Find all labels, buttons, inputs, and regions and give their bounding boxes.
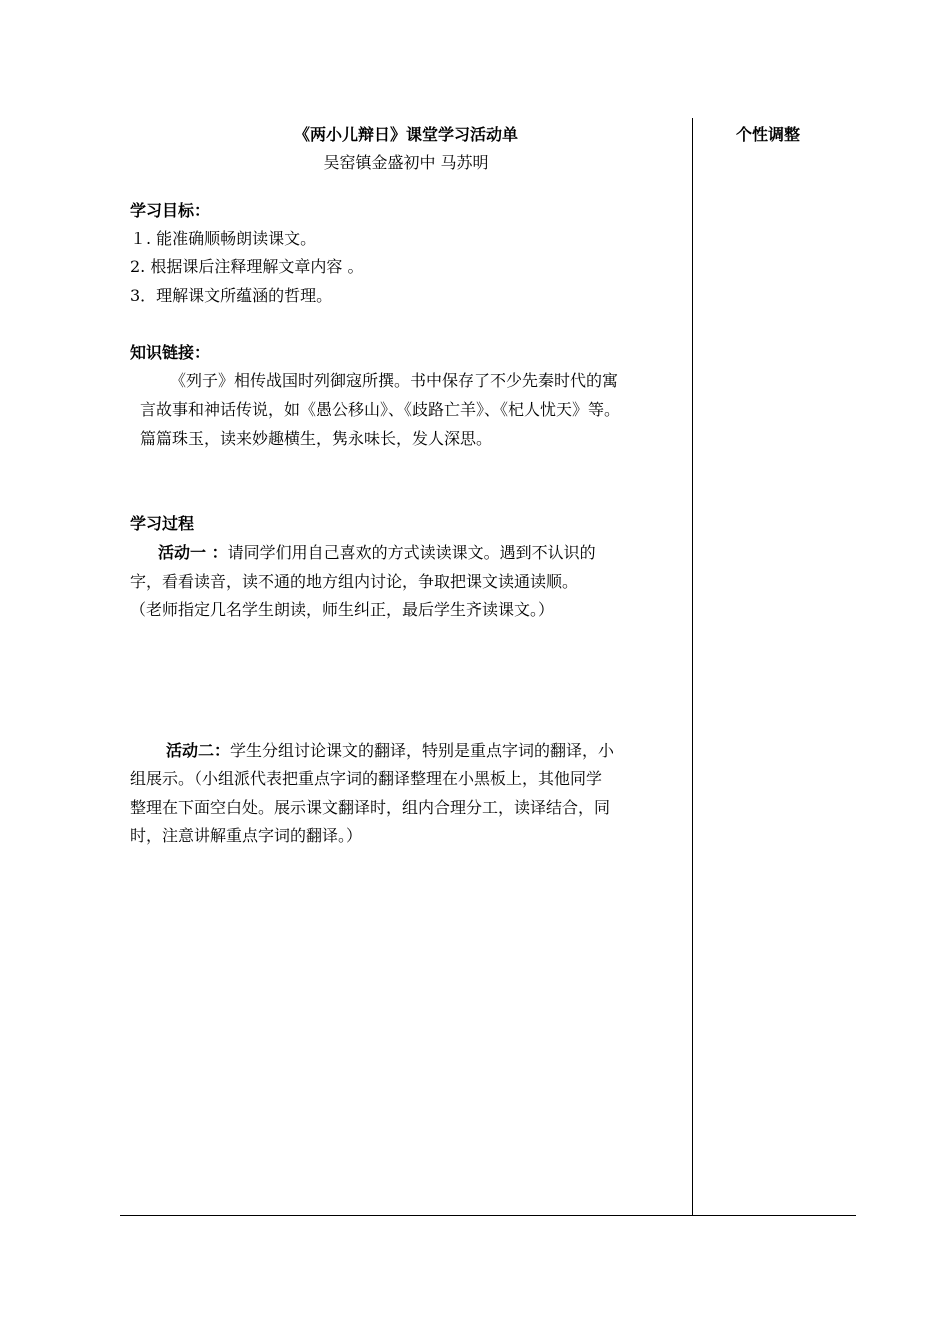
activity2-line-3: 整理在下面空白处。展示课文翻译时，组内合理分工，读译结合，同 (130, 798, 611, 817)
objective-item-1: １. 能准确顺畅朗读课文。 (130, 229, 317, 248)
side-column-title: 个性调整 (736, 125, 801, 144)
knowledge-line-1: 《列子》相传战国时列御寇所撰。书中保存了不少先秦时代的寓 (170, 371, 619, 390)
knowledge-line-3: 篇篇珠玉，读来妙趣横生，隽永味长，发人深思。 (140, 429, 493, 448)
process-heading: 学习过程 (130, 514, 195, 533)
activity1-line-2: 字，看看读音，读不通的地方组内讨论，争取把课文读通读顺。 (130, 572, 579, 591)
activity1-first-line (158, 540, 596, 563)
activity2-label: 活动二： (166, 741, 231, 760)
activity2-line-2: 组展示。（小组派代表把重点字词的翻译整理在小黑板上，其他同学 (130, 769, 603, 788)
activity2-line-4: 时，注意讲解重点字词的翻译。） (130, 826, 363, 845)
activity2-line-1: 学生分组讨论课文的翻译，特别是重点字词的翻译，小 (230, 741, 615, 760)
objective-item-2: 2. 根据课后注释理解文章内容 。 (130, 257, 364, 276)
objective-item-3: 3．理解课文所蕴涵的哲理。 (130, 286, 333, 305)
activity1-line-3: （老师指定几名学生朗读，师生纠正，最后学生齐读课文。） (130, 600, 555, 619)
activity1-label: 活动一 ： (158, 543, 228, 562)
column-divider (692, 118, 693, 1216)
knowledge-heading: 知识链接： (130, 343, 211, 362)
activity1-line-1: 请同学们用自己喜欢的方式读读课文。遇到不认识的 (227, 543, 596, 562)
author-line: 吴窑镇金盛初中 马苏明 (323, 153, 489, 172)
knowledge-line-2: 言故事和神话传说，如《愚公移山》、《歧路亡羊》、《杞人忧天》等。 (140, 400, 621, 419)
bottom-rule (120, 1215, 856, 1216)
document-title: 《两小儿辩日》课堂学习活动单 (293, 125, 518, 144)
activity2-first-line (166, 738, 614, 761)
objectives-heading: 学习目标： (130, 201, 211, 220)
